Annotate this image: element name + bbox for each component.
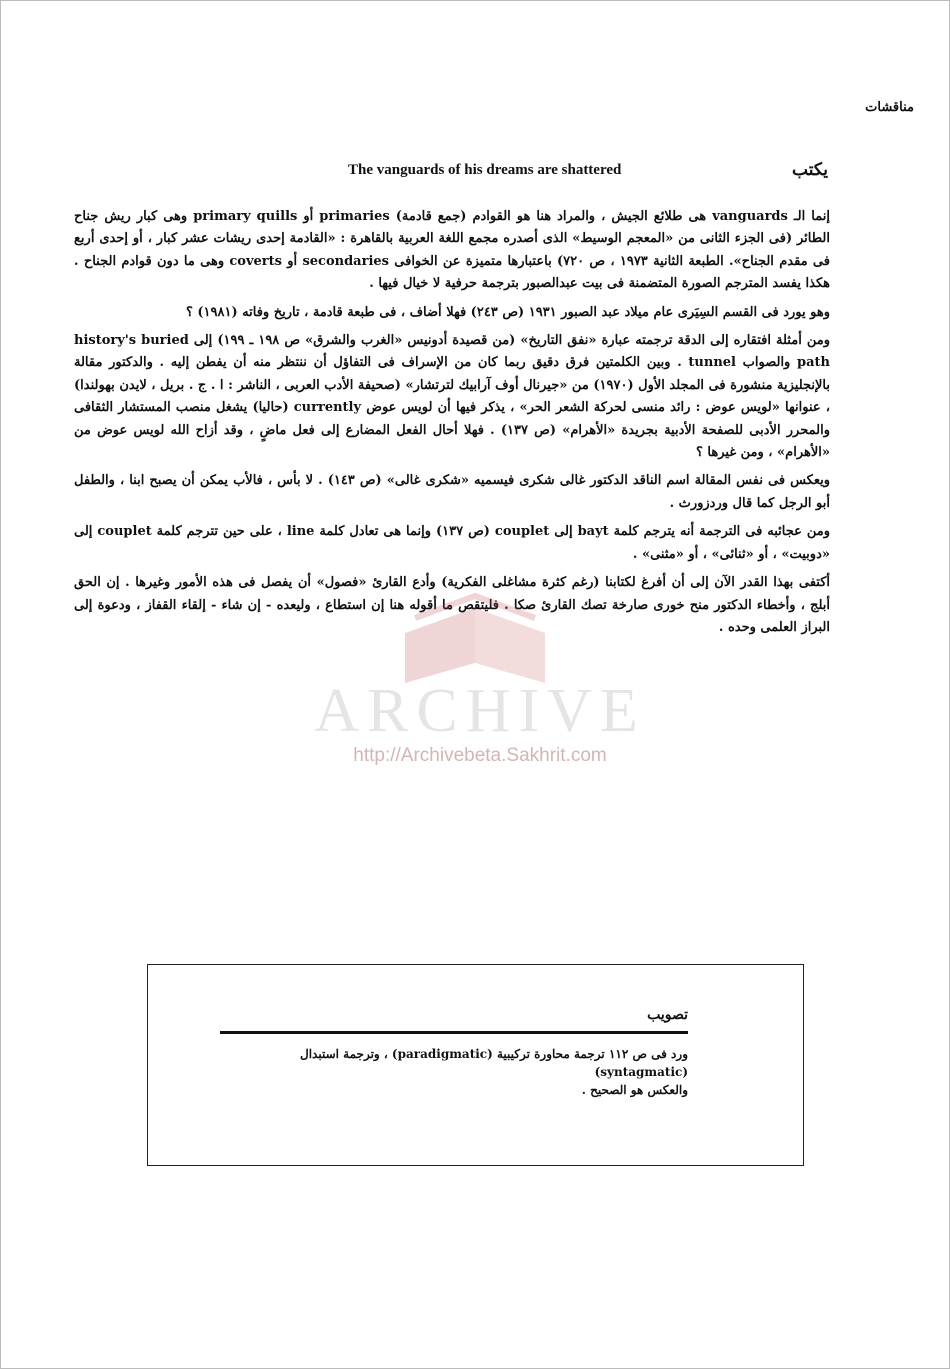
correction-line: ورد فى ص ١١٢ ترجمة محاورة تركيبية (paradigmatic) ، وترجمة استبدال (syntagmatic) — [300, 1047, 688, 1079]
archive-watermark-text: ARCHIVE — [314, 677, 646, 745]
correction-text — [208, 1045, 688, 1099]
paragraph: وهو يورد فى القسم السِيَرى عام ميلاد عبد الصبور ١٩٣١ (ص ٢٤٣) فهلا أضاف ، فى طبعة قادمة ، تاريخ وفاته (١٩٨١) ؟ — [185, 304, 830, 320]
heading-arabic: يكتب — [792, 160, 828, 180]
paragraph: إنما الـ vanguards هى طلائع الجيش ، والمراد هنا هو القوادم (جمع قادمة) primaries أو primary quills وهى كبار ريش جناح الطائر (فى الجزء الثانى من «المعجم الوسيط» الذى أصدره مجمع اللغة العربية بالقاهرة : «القادمة إحدى ريشات عشر كبار ، أو إحدى أربع فى مقدم الجناح». الطبعة الثانية ١٩٧٣ ، ص ٧٢٠) باعتبارها متميزة عن الخوافى secondaries أو coverts وهى ما دون قوادم الجناح . هكذا يفسد المترجم الصورة المتضمنة فى بيت عبدالصبور بترجمة حرفية لا خيال فيها . — [74, 209, 830, 292]
paragraph: أكتفى بهذا القدر الآن إلى أن أفرغ لكتابنا (رغم كثرة مشاغلى الفكرية) وأدع القارئ «فصول» أن يفصل فى هذه الأمور وغيرها . إن الحق أبلج ، وأخطاء الدكتور منح خورى صارخة تصك القارئ صكا . فليتقص ما أقوله هنا إن استطاع ، وليعده - إن شاء - إلقاء القفاز ، ودعوة إلى البراز العلمى وحده . — [74, 575, 830, 635]
paragraph: ومن أمثلة افتقاره إلى الدقة ترجمته عبارة «نفق التاريخ» (من قصيدة أدونيس «الغرب والشرق» ص ١٩٨ ـ ١٩٩) إلى history's buried path والصواب tunnel . وبين الكلمتين فرق دقيق ربما كان من الإسراف فى التفاؤل أن ننتظر منه أن يفطن إليه . والدكتور مقالة بالإنجليزية منشورة فى المجلد الأول (١٩٧٠) من «جيرنال أوف آرابيك لترتشار» (صحيفة الأدب العربى ، الناشر : ا . ج . بريل ، لايدن بهولندا) ، عنوانها «لويس عوض : رائد منسى لحركة الشعر الحر» ، يذكر فيها أن لويس عوض currently (حاليا) يشغل منصب المستشار الثقافى والمحرر الأدبى للصفحة الأدبية بجريدة «الأهرام» (ص ١٣٧) . فهلا أحال الفعل المضارع إلى فعل ماضٍ ، وقد أزاح الله لويس عوض من «الأهرام» ، ومن غيرها ؟ — [74, 333, 831, 461]
paragraph: ويعكس فى نفس المقالة اسم الناقد الدكتور غالى شكرى فيسميه «شكرى غالى» (ص ١٤٣) . لا بأس ، فالأب يمكن أن يصبح ابنا ، والطفل أبو الرجل كما قال وردزورث . — [74, 473, 830, 511]
heading-english: The vanguards of his dreams are shattered — [348, 162, 622, 178]
correction-rule — [220, 1031, 688, 1034]
running-head: مناقشات — [865, 100, 914, 115]
archive-watermark-url: http://Archivebeta.Sakhrit.com — [353, 745, 607, 766]
article-heading — [340, 160, 828, 182]
correction-box — [147, 964, 804, 1166]
paragraph: ومن عجائبه فى الترجمة أنه يترجم كلمة bayt إلى couplet (ص ١٣٧) وإنما هى تعادل كلمة line ، على حين تترجم كلمة couplet إلى «دوبيت» ، أو «ثنائى» ، أو «مثنى» . — [74, 524, 830, 562]
article-body — [74, 206, 830, 639]
correction-title: تصويب — [647, 1007, 688, 1023]
correction-line: والعكس هو الصحيح . — [581, 1083, 688, 1097]
